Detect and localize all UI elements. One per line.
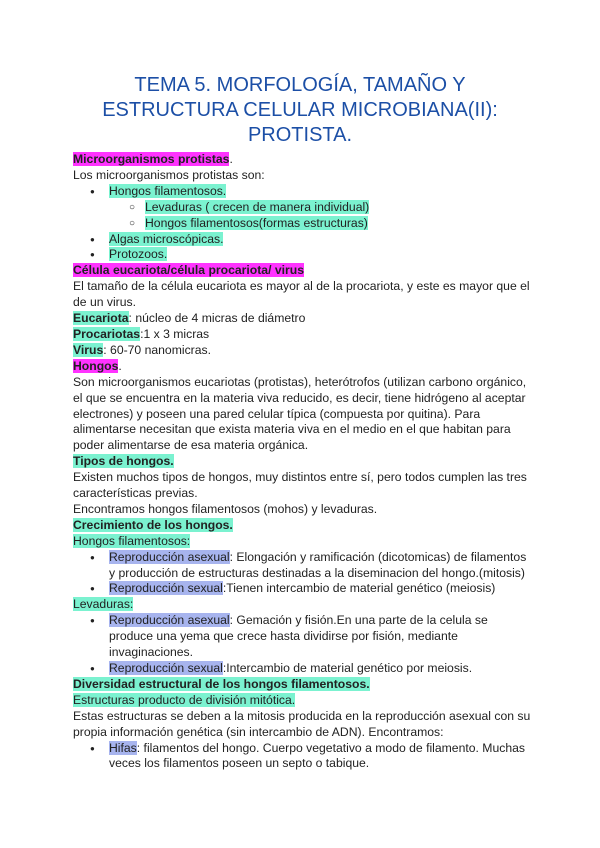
term-label: Reproducción asexual bbox=[109, 549, 230, 564]
bullet-list bbox=[73, 613, 535, 677]
term-text: :Tienen intercambio de material genético (meiosis) bbox=[222, 581, 496, 596]
definition-virus bbox=[73, 343, 535, 359]
heading-text: Hongos bbox=[73, 358, 119, 373]
sub-list-item bbox=[73, 216, 535, 232]
subheading-levaduras bbox=[73, 597, 535, 613]
term-label: Hifas bbox=[109, 740, 137, 755]
term-label: Eucariota bbox=[73, 311, 129, 326]
paragraph: El tamaño de la célula eucariota es mayor al de la procariota, y este es mayor que el de un virus. bbox=[73, 279, 530, 310]
page-title bbox=[0, 0, 600, 148]
heading-tail: . bbox=[229, 152, 233, 166]
subheading-text: Levaduras: bbox=[73, 597, 134, 612]
section-heading-hongos bbox=[73, 359, 535, 375]
term-label: Procariotas bbox=[73, 326, 141, 341]
term-label: Reproducción asexual bbox=[109, 613, 230, 628]
subheading-text: Estructuras producto de división mitótica. bbox=[73, 692, 296, 707]
list-item-text: Protozoos. bbox=[109, 247, 168, 262]
term-text: : 60-70 nanomicras. bbox=[103, 342, 211, 357]
section-heading-crecimiento bbox=[73, 518, 535, 534]
document-body bbox=[73, 152, 535, 772]
list-item bbox=[73, 661, 535, 677]
term-text: : Gemación y fisión.En una parte de la celula se produce una yema que crece hasta dividirse por fisión, mediante invaginaciones. bbox=[109, 613, 488, 660]
section-heading-tipos bbox=[73, 454, 535, 470]
paragraph: Existen muchos tipos de hongos, muy distintos entre sí, pero todos cumplen las tres características previas. bbox=[73, 470, 527, 501]
subheading-text: Hongos filamentosos: bbox=[73, 533, 191, 548]
list-item bbox=[73, 741, 535, 773]
term-text: : núcleo de 4 micras de diámetro bbox=[128, 311, 306, 326]
list-item-text: Levaduras ( crecen de manera individual) bbox=[145, 199, 370, 214]
term-label: Reproducción sexual bbox=[109, 581, 223, 596]
list-item bbox=[73, 581, 535, 597]
list-item bbox=[73, 232, 535, 248]
list-item bbox=[73, 550, 535, 582]
heading-text: Microorganismos protistas bbox=[73, 152, 230, 166]
title-line-1: TEMA 5. MORFOLOGÍA, TAMAÑO Y bbox=[134, 74, 466, 96]
subheading-filamentosos bbox=[73, 534, 535, 550]
paragraph: Estas estructuras se deben a la mitosis producida en la reproducción asexual con su propia información genética (sin intercambio de ADN). Encontramos: bbox=[73, 708, 531, 739]
heading-text: Tipos de hongos. bbox=[73, 454, 174, 469]
bullet-list bbox=[73, 741, 535, 773]
paragraph: Los microorganismos protistas son: bbox=[73, 167, 265, 182]
list-item bbox=[73, 613, 535, 661]
definition-procariotas bbox=[73, 327, 535, 343]
section-heading-protistas bbox=[73, 152, 535, 168]
paragraph: Son microorganismos eucariotas (protistas), heterótrofos (utilizan carbono orgánico, el que se encuentra en la materia viva reducido, es decir, tiene hidrógeno al aceptar electrones) y poseen una pared celular típica (compuesta por quitina). Para alimentarse necesitan que exista materia viva en el medio en el que habitan para poder alimentarse de esa materia orgánica. bbox=[73, 374, 527, 453]
term-label: Reproducción sexual bbox=[109, 661, 223, 675]
list-item-text: Algas microscópicas. bbox=[109, 231, 224, 246]
title-line-3: PROTISTA. bbox=[247, 124, 353, 146]
definition-eucariota bbox=[73, 311, 535, 327]
heading-tail: . bbox=[118, 358, 122, 373]
heading-text: Diversidad estructural de los hongos filamentosos. bbox=[73, 676, 370, 691]
section-heading-celula bbox=[73, 263, 535, 279]
heading-text: Crecimiento de los hongos. bbox=[73, 517, 233, 532]
title-line-2: ESTRUCTURA CELULAR MICROBIANA(II): bbox=[102, 99, 498, 121]
term-text: : filamentos del hongo. Cuerpo vegetativo a modo de filamento. Muchas veces los filamentos poseen un septo o tabique. bbox=[109, 740, 525, 771]
term-label: Virus bbox=[73, 342, 104, 357]
section-heading-diversidad bbox=[73, 677, 535, 693]
list-item-text: Hongos filamentosos. bbox=[109, 183, 227, 198]
list-item-text: Hongos filamentosos(formas estructuras) bbox=[145, 215, 368, 230]
term-text: : Elongación y ramificación (dicotomicas) de filamentos y producción de estructuras destinadas a la diseminacion del hongo.(mitosis) bbox=[109, 549, 527, 580]
sub-list-item bbox=[73, 200, 535, 216]
list-item bbox=[73, 247, 535, 263]
list-item bbox=[73, 184, 535, 200]
heading-text: Célula eucariota/célula procariota/ virus bbox=[73, 263, 304, 278]
bullet-list bbox=[73, 550, 535, 598]
term-text: :Intercambio de material genético por meiosis. bbox=[222, 661, 473, 675]
paragraph: Encontramos hongos filamentosos (mohos) y levaduras. bbox=[73, 501, 378, 516]
term-text: :1 x 3 micras bbox=[140, 326, 210, 341]
subheading-estructuras bbox=[73, 693, 535, 709]
bullet-list bbox=[73, 184, 535, 264]
